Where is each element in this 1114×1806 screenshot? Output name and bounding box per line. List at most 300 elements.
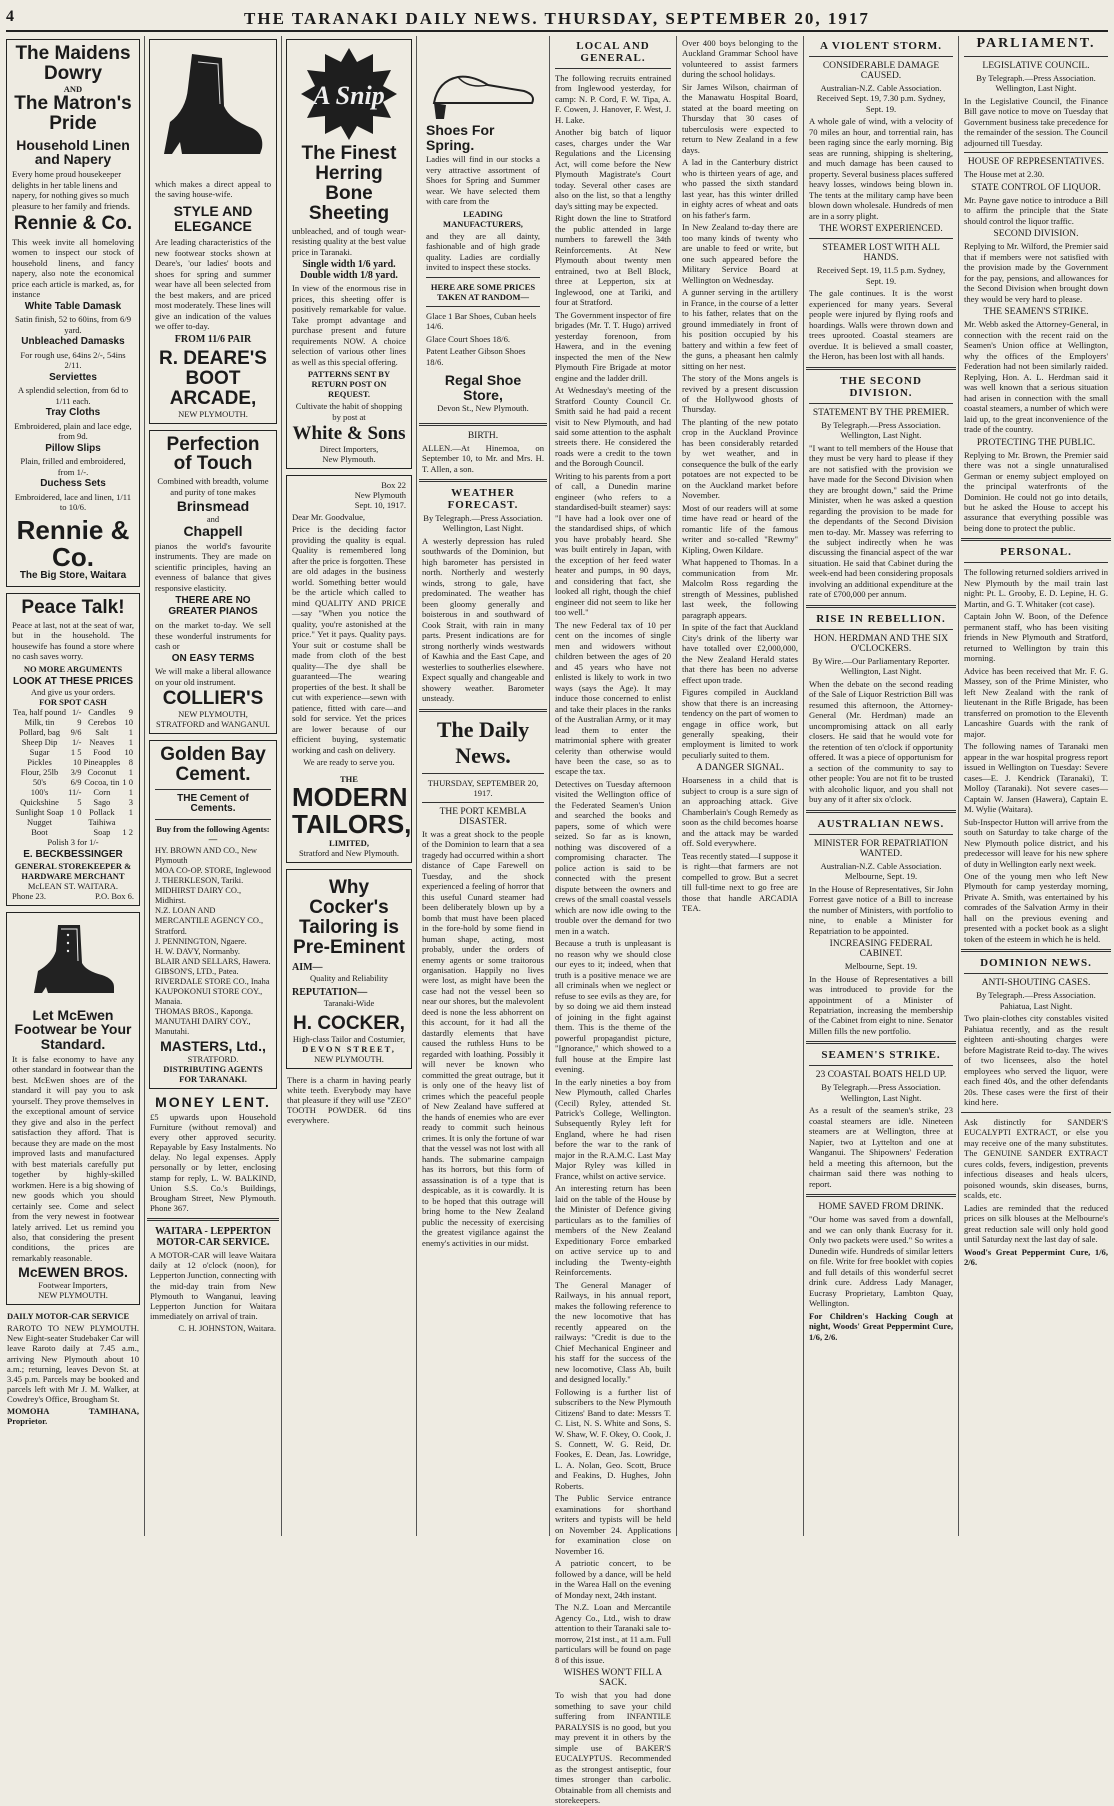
price-item-value: 10 [72, 757, 82, 768]
price-item-name: Candles [88, 707, 116, 718]
article-paragraph: A lad in the Canterbury district who is thirteen years of age, and who passed the sixth standard last year, has this winter drilled in eighty acres of wheat and oats on his father's farm. [682, 157, 798, 220]
ad-text: STRATFORD. [187, 1054, 239, 1065]
list-item: BLAIR AND SELLARS, Hawera. [155, 956, 271, 966]
price-item-name: Taihiwa [88, 817, 116, 828]
golden-bay-cement-advert [149, 740, 277, 1089]
article-body: Mr. Webb asked the Attorney-General, in connection with the recent raid on the Seamen's Union office at Wellington, why the offices of the Employers' Federation had not been similarly raided. Replying, Hon. A. L. Herdman said it was well known that a serious situation had arisen in connection with the small coastal steamers, a number of which were laid up, to the great inconvenience of the trade of the country. [964, 319, 1108, 435]
ad-headline: The Matron's Pride [14, 92, 132, 134]
ad-headline: STYLE AND ELEGANCE [173, 202, 253, 234]
article-body: For Children's Hacking Cough at night, Woods' Great Peppermint Cure, 1/6, 2/6. [809, 1310, 953, 1342]
notice-sign: C. H. JOHNSTON, Waitara. [178, 1323, 276, 1334]
article-paragraph: The Government inspector of fire brigades (Mr. T. T. Hugo) arrived yesterday forenoon, from Hawera, and in the evening inspected the men of the New Plymouth Fire Brigade at motor engine and the ladder drill. [555, 309, 671, 383]
table-row [12, 827, 134, 837]
price-item-name: Salt [95, 727, 109, 738]
article-body: Wood's Great Peppermint Cure, 1/6, 2/6. [964, 1246, 1108, 1268]
ad-body: This week invite all homeloving women to inspect our stock of household linens, and fancy napery, also note the economical price each article is marked, as, for instance [12, 237, 134, 300]
price-item-value [67, 827, 82, 837]
ad-headline: Household Linen and Napery [16, 136, 130, 168]
notice-title: DAILY MOTOR-CAR SERVICE [7, 1311, 130, 1322]
section-title: THE SECOND DIVISION. [840, 374, 922, 399]
ad-text: LIMITED, [329, 838, 369, 849]
product-desc: Embroidered, plain and lace edge, from 9d. [14, 420, 132, 442]
price-item-value: 1 [128, 787, 133, 798]
table-row [12, 747, 134, 757]
mcewen-advert [6, 912, 140, 1305]
list-item: HY. BROWN AND CO., New Plymouth [155, 845, 257, 865]
price-item-name: 50's [32, 777, 47, 788]
ad-text: LEADING MANUFACTURERS, [443, 208, 523, 229]
dateline: By Telegraph.—Press Association. Wellington, Last Night. [821, 1082, 941, 1103]
section-title: A VIOLENT STORM. [819, 40, 943, 52]
section-subtitle: HOME SAVED FROM DRINK. [818, 1202, 944, 1213]
address: Devon St., New Plymouth. [437, 402, 529, 413]
product-name: Tray Cloths [45, 407, 101, 419]
ad-text: New Plymouth. [322, 453, 376, 464]
ad-body: Peace at last, not at the seat of war, but in the household. The housewife has found a store where no cash saves worry. [12, 619, 134, 662]
section-subtitle: HON. HERDMAN AND THE SIX O'CLOCKERS. [813, 633, 949, 654]
table-row [12, 737, 134, 747]
ad-text: AIM— [292, 961, 323, 973]
list-item: RIVERDALE STORE CO., Inaha [155, 976, 270, 986]
editorial-headline: THE PORT KEMBLA DISASTER. [439, 806, 527, 827]
page-masthead [6, 8, 1108, 32]
ad-body: It is false economy to have any other standard in footwear than the best. McEwen shoes are of the standard it will pay you to ask yourself. They prove themselves in the exceptional amount of service they give and also in the perfect satisfaction they afford. That is because they are made on the most improved lasts and manufactured with best materials carefully put together by highly-skilled workmen. Here is a big showing of new goods which you should certainly see. Come and select from the very newest in footwear lately arrived. Let us remind you also, that considering the present conditions, the prices are remarkably reasonable. [12, 1053, 134, 1263]
price-item-value: 3 [128, 797, 133, 808]
section-subtitle: 23 COASTAL BOATS HELD UP. [815, 1070, 947, 1081]
article-paragraph: Because a truth is unpleasant is no reason why we should close our eyes to it; indeed, when that truth is a positive menace we are all criminals when we neglect or refuse to see evils as they are, for by so doing we aid them instead of joining in the fight against them. This is the theme of the powerful propagandist picture, "Ignorance," which showed to a full house at the Empire last evening. [555, 938, 671, 1075]
price-item-value: 1 [128, 767, 133, 778]
letter-city: New Plymouth [354, 489, 406, 500]
article-paragraph: The General Manager of Railways, in his annual report, makes the following reference to the new locomotive that has recently appeared on the railways: "Credit is due to the Chief Mechanical Engineer and his staff for the success of the new locomotive, Class Ab, built and designed locally." [555, 1279, 671, 1385]
price-item-value: 9 [128, 707, 133, 718]
local-and-general [552, 40, 674, 1806]
ad-text: PATTERNS SENT BY RETURN POST ON REQUEST. [307, 369, 391, 400]
ad-text: NEW PLYMOUTH, STRATFORD and WANGANUI. [156, 709, 270, 730]
price-item-name: Milk, tin [24, 717, 55, 728]
snip-badge-icon [301, 46, 397, 142]
price-item-name: Boot [31, 827, 48, 838]
price-item-value: 11/- [68, 787, 82, 798]
article-body: Ladies are reminded that the reduced prices on silk blouses at the Melbourne's great reduction sale will only hold good until Saturday next the last day of sale. [964, 1202, 1108, 1245]
dateline: By Wire.—Our Parliamentary Reporter. Wellington, Last Night. [812, 655, 950, 677]
price-item-value: 1 5 [70, 747, 82, 758]
ad-body: We will make a liberal allowance on your old instrument. [155, 666, 271, 687]
article-body: In the Legislative Council, the Finance Bill gave notice to move on Tuesday that Government business take precedence for the remainder of the session. The Council adjourned till Tuesday. [964, 95, 1108, 148]
table-row [12, 757, 134, 767]
column-1 [4, 36, 142, 1536]
editorial-masthead: The Daily News. [436, 716, 530, 768]
notice-body: A MOTOR-CAR will leave Waitara daily at 12 o'clock (noon), for Lepperton Junction, connecting with the mid-day train from New Plymouth to Wanganui, leaving Lepperton Junction for Waitara immediately on arrival of train. [150, 1250, 277, 1321]
dominion-news-article [961, 957, 1111, 1107]
dateline: By Telegraph.—Press Association. Wellington, Last Night. [976, 73, 1096, 94]
price-item-value: 1 [128, 727, 133, 738]
rennie-advert [6, 39, 140, 587]
article-body: A westerly depression has ruled southwards of the Dominion, but high barometer has persisted in north. Northerly and westerly winds, strong to gale, have predominated. The weather has been gloomy generally and boisterous in and southward of Cook Strait, with rain in many parts. Present indications are for strong northerly winds westwards of Kawhia and the East Cape, and westerlies to southerlies elsewhere. Expect squally and changeable and showery weather. Barometer unsteady. [422, 535, 544, 704]
price-item-value: 1 0 [122, 777, 133, 788]
table-row [12, 707, 134, 717]
article-body: The House met at 2.30. [964, 169, 1045, 180]
list-item: MOA CO-OP. STORE, Inglewood [155, 866, 271, 876]
ad-text: Taranaki-Wide [323, 997, 375, 1008]
brand-name: White & Sons [292, 423, 406, 445]
price-item-name: Tea, half pound [13, 707, 67, 718]
ad-headline: Let McEwen Footwear be Your Standard. [14, 1006, 132, 1053]
article-body: Replying to Mr. Wilford, the Premier said that if members were not satisfied with the provision made by the Government for the pay, pensions, and allowances for the Second Division when brought down they would be very hard to please. [964, 241, 1108, 304]
white-sons-advert [286, 39, 412, 469]
letter-body: Price is the deciding factor providing the quality is equal. Quality is remembered long after the price is forgotten. These are old adages in the business world. Something better would be the article which called to mind QUALITY AND PRICE —say "When you notice the quality, you're astonished at the price." Yet it pays. Quality pays. Your suit or costume shall be made from cloth of the best quality—The dye shall be guaranteed—The wearing properties of the best. It shall be cut with experience—sewn with patience, fitted with care—and sold for service. Yet the prices are lower because of our efficient buying, systematic working and cash on delivery. [292, 524, 406, 755]
section-subtitle: CONSIDERABLE DAMAGE CAUSED. [822, 61, 940, 81]
price-item-value: 10 [124, 747, 133, 758]
boot-illustration-icon [158, 48, 268, 168]
ad-text: AND [63, 83, 83, 94]
ad-body: unbleached, and of tough wear-resisting quality at the best value price in Taranaki. [292, 225, 406, 257]
ad-headline: Why Cocker's Tailoring is Pre-Eminent [293, 877, 405, 959]
list-item: MIDHIRST DAIRY CO., Midhirst. [155, 886, 242, 906]
editorial-date: THURSDAY, SEPTEMBER 20, 1917. [427, 777, 539, 798]
column-8 [961, 36, 1111, 1536]
product-item [12, 337, 134, 370]
tooth-powder-notice [284, 1075, 414, 1126]
price-item-name: Pickles [27, 757, 52, 768]
price-item-name: Neaves [89, 737, 115, 748]
brinsmead-advert [149, 430, 277, 735]
article-paragraph: Sub-Inspector Hutton will arrive from the south on Saturday to take charge of the New Plymouth police district, and his predecessor will leave for his new sphere of duty in Wellington early next week. [964, 816, 1108, 869]
article-body: A whole gale of wind, with a velocity of 70 miles an hour, and torrential rain, has been raging since the early morning. Big seas are running, shipping is sheltering, and much damage has been caused to property. Several business places suffered heavy losses, windows being blown in. The tents at the military camp have been blown down wholesale. Hundreds of men are in a sorry plight. [809, 116, 953, 221]
ad-headline: The Maidens Dowry [15, 43, 131, 84]
article-paragraph: Sir James Wilson, chairman of the Manawatu Hospital Board, stated at the board meeting on Thursday that 30 cases of tuberculosis were expected to return to New Zealand in a few days. [682, 81, 798, 155]
seamens-strike-article [806, 1049, 956, 1189]
local-and-general-continued [679, 38, 801, 914]
table-row [12, 777, 134, 787]
column-2 [147, 36, 279, 1536]
ad-text: NEW PLYMOUTH. [314, 1053, 384, 1064]
price-item-name: Food [93, 747, 111, 758]
article-body: It was a great shock to the people of the Dominion to learn that a sea tragedy had occurred within a short distance of Cape Farewell on Tuesday, and the shock experienced a feeling of horror that this useful Cunard steamer had been deliberately blown up by a bomb that must have been placed in the fore-hold by some fiend in human shape, acting, most probably, under the orders of enemy agents or some traitorous organisation. Happily no lives were lost, as might have been the case had not the vessel been so near our shores, but the malevolent deed is none the less abhorrent on this account, for it had all the dastardly elements that have caused the ruthless Huns to be regarded with loathing. Possibly it will never be known who committed the great outrage, but it is only one of the heavy list of crimes which the peaceful people of New Zealand have suffered at the hands of enemies who are ever ready to commit such heinous crimes. It is only the fortune of war that the vessel was not lost with all hands. The submarine campaign has its horrors, but this form of assassination is of a type that is despicable, as it is cowardly. It is to be hoped that this outrage will bring home to the New Zealand public the necessity of exercising the greatest vigilance against the enemy's activities in our midst. [422, 828, 544, 1248]
section-subtitle: INCREASING FEDERAL CABINET. [829, 939, 933, 960]
price-text: Single width 1/6 yard. [302, 259, 396, 271]
article-paragraph: To wish that you had done something to save your child suffering from INFANTILE PARALYSIS is no good, but you may prevent it in others by the simple use of BAKER'S EUCALYPTUS. Recommended as the strongest antiseptic, four times stronger than carbolic. Obtainable from all chemists and storekeepers. [555, 1690, 671, 1806]
product-desc: For rough use, 64ins 2/-, 54ins 2/11. [20, 349, 126, 371]
ad-body: on the market to-day. We sell these wonderful instruments for cash or [155, 620, 271, 652]
price-text: Double width 1/8 yard. [300, 270, 398, 282]
table-row [12, 787, 134, 797]
price-item: Glace 1 Bar Shoes, Cuban heels 14/6. [426, 310, 537, 332]
price-item-name: 100's [30, 787, 49, 798]
ad-body: and they are all dainty, fashionable and of high grade quality. Ladies are cordially invited to inspect these stocks. [426, 230, 540, 273]
section-subtitle: SECOND DIVISION. [993, 229, 1079, 240]
price-item-value: 6/9 [70, 777, 82, 788]
dateline: Australian-N.Z. Cable Association. Received Sept. 19, 7.30 p.m. Sydney, Sept. 19. [816, 83, 946, 114]
price-item-name: Quickshine [20, 797, 59, 808]
column-3 [284, 36, 414, 1536]
ad-text: High-class Tailor and Costumier, [292, 1033, 406, 1044]
ad-text: HERE ARE SOME PRICES TAKEN AT RANDOM— [430, 281, 536, 302]
article-paragraph: Following is a further list of subscribers to the New Plymouth Citizens' Band to date: Messrs T. C. List, N. S. White and Sons, S. W. Shaw, W. F. Okey, O. Cook, J. S. Connett, W. G. Reid, Dr. Fookes, E. Dean, Jas. Lowridge, L. A. Nolan, Geo. Scott, Bruce and Feakins, D. Hughes, John Roberts. [555, 1386, 671, 1491]
price-item: Glace Court Shoes 18/6. [426, 333, 511, 344]
article-paragraph: Figures compiled in Auckland show that there is an increasing tendency on the part of women to engage in office work, but generally speaking, their employment is limited to work peculiarly suited to them. [682, 687, 798, 760]
section-title: LOCAL AND GENERAL. [576, 40, 650, 64]
brand-name: H. COCKER, [293, 1012, 405, 1034]
price-item-name: Corn [93, 787, 111, 798]
dateline: By Telegraph.—Press Association. Wellington, Last Night. [423, 512, 543, 534]
deare-advert [149, 39, 277, 424]
price-text: FROM 11/6 PAIR [174, 333, 252, 345]
section-subtitle: STEAMER LOST WITH ALL HANDS. [822, 243, 940, 264]
ad-headline: THE Cement of Cements. [177, 792, 249, 815]
price-item-value: 5 [77, 797, 82, 808]
list-item: J. THERKLESON, Tariki. [155, 876, 244, 886]
dateline: Received Sept. 19, 11.5 p.m. Sydney, Sept. 19. [816, 265, 946, 286]
violent-storm-article [806, 40, 956, 362]
price-item-value: 1 [128, 737, 133, 748]
section-subtitle: LEGISLATIVE COUNCIL. [982, 61, 1090, 71]
ad-headline: THERE ARE NO GREATER PIANOS [168, 595, 258, 617]
ad-body: Combined with breadth, volume and purity of tone makes [157, 476, 269, 497]
section-subtitle: STATEMENT BY THE PREMIER. [812, 407, 950, 418]
brand-name: Chappell [183, 523, 243, 540]
list-item: KAUPOKONUI STORE COY., Manaia. [155, 986, 263, 1007]
article-paragraph: In the early nineties a boy from New Plymouth, called Charles (Cecil) Ryley, attended St. Patrick's College, Wellington. Subsequently Ryley left for England, where he had risen before the war to the rank of major in the R.A.M.C. Last May Major Ryley was killed in France, whilst on active service. [555, 1076, 671, 1181]
article-body: When the debate on the second reading of the Sale of Liquor Restriction Bill was resumed this afternoon, the Attorney-General (Mr. Herdman) made an uncompromising attack on all early closers. He said that he would vote for the retention of ten o'clock if opportunity offered. It was a piece of opportunism for a section of the community to say to other people: You are not fit to be trusted with alcoholic liquor, and you shall not buy any of it after six o'clock. [809, 678, 953, 805]
price-item-value: 1 [128, 807, 133, 818]
dateline: Melbourne, Sept. 19. [844, 961, 918, 972]
ad-headline: LOOK AT THESE PRICES [12, 675, 133, 687]
article-paragraph: Hoarseness in a child that is subject to croup is a sure sign of an approaching attack. Give Chamberlain's Cough Remedy as soon as the child becomes hoarse and the attack may be warded off. Sold everywhere. [682, 775, 798, 849]
ad-body: which makes a direct appeal to the saving house-wife. [155, 179, 271, 200]
price-item-name: Pollack [89, 807, 115, 818]
list-item: J. PENNINGTON, Ngaere. [155, 936, 247, 946]
table-row [12, 717, 134, 727]
column-7 [806, 36, 956, 1536]
money-lent-notice [147, 1095, 279, 1213]
ad-body: Are leading characteristics of the new footwear stocks shown at Deare's, 'our ladies' boots and shoes for spring and summer wear have all been selected from the best makers, and are priced most moderately. These lines will give an indication of the values we offer to-day. [155, 237, 271, 332]
ad-text: THE [340, 773, 358, 784]
brand-name: R. DEARE'S BOOT ARCADE, [159, 347, 267, 409]
article-paragraph: Writing to his parents from a port of call, a Dunedin marine engineer (who refers to a standardised-built steamer) says: "I have had a look over one of the standardised ships, of which you have probably heard. She was built entirely in Japan, with the exception of her feed water heater and pumps, in 90 days, and considering that fact, she looked all right, though the chief engineer did not seem to like her too well." [555, 470, 671, 618]
price-item-name: Sheep Dip [21, 737, 58, 748]
table-row [12, 767, 134, 777]
ad-text: NEW PLYMOUTH. [178, 408, 248, 419]
section-title: PERSONAL. [1000, 546, 1072, 559]
article-paragraph: Most of our readers will at some time have read or heard of the romantic life of the famous writer and so-called "Rewmy" Kipling, Owen Kildare. [682, 502, 798, 555]
price-item-value: 1 2 [122, 827, 133, 838]
section-subtitle: MINISTER FOR REPATRIATION WANTED. [813, 838, 949, 859]
price-item-name: Coconut [87, 767, 117, 778]
ad-text: DISTRIBUTING AGENTS FOR TARANAKI. [163, 1064, 263, 1085]
article-paragraph: An interesting return has been laid on the table of the House by the Minister of Defence giving particulars as to the families of members of the New Zealand Expeditionary Force embarked on active service up to and including the Twenty-eighth Reinforcements. [555, 1183, 671, 1278]
boot-illustration-icon [28, 921, 118, 999]
list-item: H. W. DAVY, Normanby. [155, 946, 240, 956]
article-paragraph: The following names of Taranaki men appear in the war hospital progress report issued in Wellington on Tuesday: Severe cases—E. J. Kendrick (Taranaki), T. Molloy (Taranaki). Not severe cases—Captain W. Jansen (Hawera), Captain E. M. Wylie (Waitara). [964, 741, 1108, 815]
product-desc: A splendid selection, from 6d to 1/11 each. [17, 385, 129, 406]
article-body: Ask distinctly for SANDER'S EUCALYPTI EXTRACT, or else you may receive one of the many substitutes. The GENUINE SANDER EXTRACT cures colds, fevers, indigestion, prevents infectious diseases and heals ulcers, poisoned wounds, skin diseases, burns, scalds, etc. [964, 1116, 1108, 1201]
section-title: AUSTRALIAN NEWS. [817, 817, 945, 830]
eucalyptus-advert [961, 1117, 1111, 1268]
article-body: Replying to Mr. Brown, the Premier said there was not a single unnaturalised German or enemy subject employed on the principal waterfronts of the Dominion. He could not go into details, but he asked the House to accept his assurance that everything possible was being done to protect the public. [964, 449, 1108, 533]
second-division-article [806, 375, 956, 600]
parliament-article [961, 36, 1111, 533]
product-item [12, 302, 134, 335]
price-item-value: 1/- [72, 737, 82, 748]
ad-text: Stratford and New Plymouth. [298, 848, 400, 859]
ad-text: FOR SPOT CASH [39, 697, 107, 708]
list-item: N.Z. LOAN AND MERCANTILE AGENCY CO., Stratford. [155, 906, 264, 936]
product-desc: Plain, frilled and embroidered, from 1/-. [20, 456, 126, 477]
section-subtitle: THE SEAMEN'S STRIKE. [983, 307, 1089, 318]
list-item: GIBSON'S, LTD., Patea. [155, 966, 239, 976]
dateline: By Telegraph.—Press Association. Wellington, Last Night. [821, 419, 941, 441]
notice-body: £5 upwards upon Household Furniture (without removal) and every other approved security. Repayable by Easy Instalments. No delay. No legal expenses. Apply personally or by letter, enclosing stamp for reply, L. W. BALKIND, Union S.S. Co.'s Buildings, Brougham Street, New Plymouth. Phone 367. [150, 1111, 276, 1214]
waitara-motor-service-notice [147, 1226, 279, 1333]
ad-headline: Herring Bone Sheeting [308, 162, 390, 224]
ad-text: Polish 3 for 1/- [47, 837, 99, 848]
modern-tailors-advert [286, 475, 412, 863]
article-paragraph: What happened to Thomas. In a communication from Mr. Malcolm Ross regarding the strength of Messines, published last week, the following paragraph appears. [682, 557, 798, 620]
price-item-value: 9 [77, 717, 82, 728]
brand-name: Regal Shoe Store, [444, 372, 522, 403]
brand-name: MODERN TAILORS, [292, 781, 412, 839]
contact-row [12, 891, 134, 901]
price-item-name: Cocoa, tin [84, 777, 120, 788]
beckbessinger-advert [6, 593, 140, 906]
address: McLEAN ST. WAITARA. [27, 880, 119, 891]
product-item [12, 408, 134, 441]
table-row [12, 797, 134, 807]
ad-text: NO MORE ARGUMENTS [23, 663, 123, 674]
notice-body: RAROTO TO NEW PLYMOUTH. New Eight-seater Studebaker Car will leave Raroto daily at 7.45 a.m., arriving New Plymouth about 10 a.m.; returning, leaves Devon St. at 3.45 p.m. Parcels may be booked and parcels left with Mr J. M. Walker, at Cowdrey's Office, Brougham St. [7, 1323, 139, 1405]
section-title: SEAMEN'S STRIKE. [821, 1049, 941, 1062]
price-table [12, 707, 134, 837]
po-box: P.O. Box 6. [95, 890, 134, 901]
section-subtitle: PROTECTING THE PUBLIC. [976, 437, 1096, 448]
section-subtitle: STATE CONTROL OF LIQUOR. [971, 182, 1101, 193]
article-body: In the House of Representatives a bill was introduced to provide for the appointment of a Minister of Repatriation, increasing the membership of the Cabinet from eight to nine. Senator Millen fills the new portfolio. [809, 973, 953, 1036]
article-paragraph: At Wednesday's meeting of the Stratford County Council Cr. Smith said he had paid a recent visit to New Plymouth, and had said some attention to the asphalt streets there. He considered the roads were a credit to the town and the Borough Council. [555, 385, 671, 469]
price-item-value: 9/6 [70, 727, 82, 738]
article-paragraph: Advice has been received that Mr. F. G. Massey, son of the Prime Minister, who left New Zealand with the rank of lieutenant in the Rifle Brigade, has been transferred on promotion to the Eleventh Lancashire Guards with the rank of major. [964, 665, 1108, 739]
article-paragraph: The N.Z. Loan and Mercantile Agency Co., Ltd., wish to draw attention to their Taranaki sale to-morrow, 21st inst., at 11 a.m. Full particulars will be found on page 8 of this issue. [555, 1602, 671, 1665]
product-name: White Table Damask [24, 300, 122, 312]
australian-news-article [806, 818, 956, 1037]
article-paragraph: One of the young men who left New Plymouth for camp yesterday morning, Private A. Smith, was entertained by his comrades of the Salvation Army in their hall on the previous evening and presented with a pocket book as a slight token of the esteem in which he is held. [964, 871, 1108, 944]
newspaper-title: THE TARANAKI DAILY NEWS. THURSDAY, SEPTEMBER 20, 1917 [244, 9, 870, 28]
article-paragraph: The planting of the new potato crop in the Auckland Province has been considerably retarded by wet weather, and in consequence the bulk of the early potatoes are not expected to be on the Auckland market before November. [682, 416, 798, 501]
ad-headline: The Finest [301, 143, 397, 164]
price-item-name: Cerebos [87, 717, 116, 728]
brand-name: COLLIER'S [162, 688, 264, 710]
article-body: Mr. Payne gave notice to introduce a Bill to affirm the principle that the State should control the liquor traffic. [964, 194, 1108, 226]
regal-shoe-store-advert [421, 39, 545, 417]
rebellion-article [806, 613, 956, 805]
ad-text: Buy from the following Agents:— [156, 823, 270, 844]
ad-text: Quality and Reliability [310, 972, 388, 983]
notice-body: ALLEN.—At Hinemoa, on September 10, to Mr. and Mrs. H. T. Allen, a son. [422, 442, 544, 474]
article-paragraph: The new Federal tax of 10 per cent on the incomes of single men and widowers without children between the ages of 20 and 45 years who have not enlisted is likely to work in two ways (says the Age). It may induce those concerned to enlist and take their places in the ranks of the Australian Army, or it may lead them to enter the matrimonial sphere with greater celerity than otherwise would have been the case, so as to escape the tax. [555, 619, 671, 777]
ad-text: REPUTATION— [292, 986, 368, 998]
article-paragraph: In spite of the fact that Auckland City's drink of the liberty war have totalled over £2,000,000, the New Zealand Herald states that there has been no adverse effect upon trade. [682, 622, 798, 685]
editorial [419, 717, 547, 1248]
price-item-value: 10 [124, 717, 133, 728]
table-row [12, 807, 134, 817]
birth-notice [419, 431, 547, 474]
article-paragraph: Teas recently stated—I suppose it is right—that farmers are not compelled to grow. But a secret till full-time next to go free are those that handle ARCADIA TEA. [682, 850, 798, 914]
section-subtitle: ANTI-SHOUTING CASES. [981, 978, 1091, 989]
snip-badge-text: A Snip [313, 81, 385, 110]
ad-headline: Peace Talk! [21, 596, 125, 618]
section-subtitle: HOUSE OF REPRESENTATIVES. [967, 157, 1105, 168]
store-name: The Big Store, Waitara [19, 570, 127, 582]
ad-text: and [206, 514, 220, 525]
article-paragraph: The Public Service entrance examinations for shorthand writers and typists will be held on November 24. Applications for examination close on November 16. [555, 1493, 671, 1556]
brand-name: McEWEN BROS. [18, 1264, 128, 1281]
page-number: 4 [6, 8, 14, 25]
home-saved-advert [806, 1202, 956, 1342]
phone: Phone 23. [12, 890, 46, 901]
list-item: THOMAS BROS., Kaponga. [155, 1007, 253, 1017]
letter-close: We are ready to serve you. [303, 757, 395, 768]
section-title: RISE IN REBELLION. [816, 612, 946, 625]
price-item-value: 8 [128, 757, 133, 768]
price-item-name: Pineapples [83, 757, 121, 768]
article-paragraph: The following returned soldiers arrived in New Plymouth by the mail train last night: Pt. L. Grooby, E. D. Lepine, H. G. Martin, and G. T. Whitaker (cot case). [964, 567, 1108, 609]
dateline: By Telegraph.—Press Association. Pahiatua, Last Night. [976, 990, 1096, 1011]
ad-text: And give us your orders. [30, 687, 116, 698]
price-item-value [121, 817, 134, 827]
article-paragraph: A patriotic concert, to be followed by a dance, will be held in the Warea Hall on the evening of Monday next, 24th instant. [555, 1558, 671, 1600]
price-item-name: Flour, 25lb [20, 767, 59, 778]
section-title: PARLIAMENT. [976, 36, 1096, 51]
product-desc: Satin finish, 52 to 60ins, from 6/9 yard. [14, 314, 131, 335]
section-title: DOMINION NEWS. [980, 957, 1092, 970]
letter-box: Box 22 [381, 479, 406, 490]
article-body: In the House of Representatives, Sir John Forrest gave notice of a Bill to increase the number of Ministers, with portfolio to nine, to enable a Minister for Repatriation to be appointed. [809, 883, 953, 936]
article-paragraph: Over 400 boys belonging to the Auckland Grammar School have volunteered to assist farmers during the school holidays. [682, 38, 798, 80]
article-body: The gale continues. It is the worst experienced for many years. Several people were injured by flying roofs and hoardings. Walls were thrown down and trees uprooted. Coastal steamers are overdue. It is believed a small coaster, the Heron, has been lost with all hands. [809, 288, 953, 362]
article-paragraph: Another big batch of liquor cases, charges under the War Regulations and the Licensing Act, will come before the New Plymouth Magistrate's Court today. Several other cases are also on the list, so that a lengthy day's sitting may be expected. [555, 127, 671, 211]
article-body: "I want to tell members of the House that they must be very hard to please if they are not satisfied with the provision we have made for the Second Division when they are brought down," said the Prime Minister, when he was asked a question regarding the provision to be made for the dependants of the Second Division men to-day. Mr. Massey was referring to the subject indirectly when he was discussing the financial aspect of the war situation. He said that Cabinet during the week-end had been considering proposals involving an additional expenditure at the rate of £700,000 per annum. [809, 442, 953, 600]
article-paragraph: Detectives on Tuesday afternoon visited the Wellington office of the Federated Seamen's Union and searched the books and papers, some of which were seized. So far as is known, nothing was discovered of a compromising character. The police action is said to be connected with the present dispute between the owners and crews of the small coastal vessels which are now idle owing to the trouble over the demand for two men in a watch. [555, 778, 671, 936]
brand-name: MASTERS, Ltd., [160, 1038, 266, 1055]
price-item-value [67, 817, 82, 827]
article-paragraph: Captain John W. Boon, of the Defence permanent staff, who has been visiting friends in New Plymouth and Stratford, returned to Wellington by train this morning. [964, 611, 1108, 664]
article-paragraph: In New Zealand to-day there are too many kinds of twenty who are unable to feed or write, but one such appeared before the Military Service Board at Wellington on Wednesday. [682, 222, 798, 285]
letter-date: Sept. 10, 1917. [354, 499, 406, 510]
ad-headline: Shoes For Spring. [426, 122, 495, 153]
ad-body: pianos the world's favourite instruments. They are made on scientific principles, having an evenness of balance that gives responsive elasticity. [155, 540, 271, 593]
product-name: Unbleached Damasks [21, 336, 125, 348]
ad-text: Direct Importers, [319, 443, 379, 454]
article-body: "Our home was saved from a downfall, and we can only thank Eucrasy for it. Only two packets were used." So writes a Dunedin wife. Hundreds of similar letters on file. Write for free booklet with copies and full details of this wonderful secret drink cure. Address Lady Manager, Eucrasy Proprietary, Lambton Quay, Wellington. [809, 1214, 953, 1309]
article-paragraph: The story of the Mons angels is revived by a present discussion of the Hollywood ghosts of Thursday. [682, 373, 798, 415]
product-name: Pillow Slips [45, 442, 101, 454]
section-title: A DANGER SIGNAL. [696, 763, 784, 774]
brand-name: E. BECKBESSINGER [23, 849, 123, 861]
article-paragraph: The following recruits entrained from Inglewood yesterday, for camp: N. P. Cord, F. W. Tipa, A. F. Cowen, J. Hanover, F. West, J. H. Lake. [555, 73, 671, 125]
ad-text: DEVON STREET, [302, 1043, 396, 1054]
list-item: MANUTAHI DAIRY COY., Manutahi. [155, 1017, 251, 1037]
article-paragraph: A gunner serving in the artillery in France, in the course of a letter to his father, relates that on the ground immediately in front of his position occupied by his battery and within a few feet of the guns, a pheasant hen calmly sitting on her nest. [682, 287, 798, 371]
article-paragraph: Right down the line to Stratford the public attended in large numbers to farewell the 34th Reinforcements. At New Plymouth about twenty men entrained, two at Bell Block, three at Lepperton, six at Inglewood, one at Tariki, and four at Stratford. [555, 213, 671, 308]
personal-column [961, 546, 1111, 944]
price-item-value: 3/9 [70, 767, 82, 778]
ad-text: Footwear Importers, [38, 1280, 108, 1291]
ad-headline: Perfection of Touch [166, 433, 260, 475]
brand-name: Rennie & Co. [13, 213, 133, 235]
weather-forecast [419, 487, 547, 704]
ad-body: Cultivate the habit of shopping by post at [295, 401, 403, 422]
column-5 [552, 36, 674, 1806]
product-item [12, 479, 134, 512]
